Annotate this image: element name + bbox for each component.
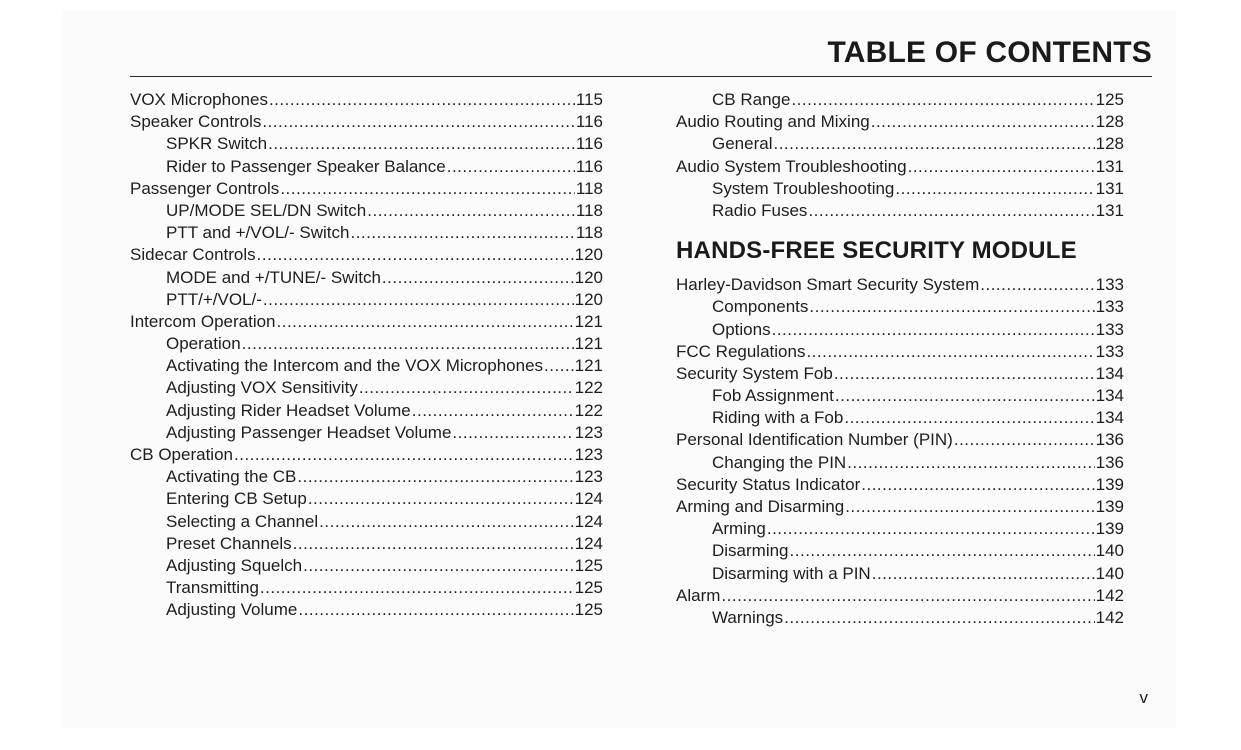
toc-entry-label: Activating the CB <box>166 467 297 487</box>
toc-entry-label: Preset Channels <box>166 533 292 553</box>
toc-entry-label: PTT and +/VOL/- Switch <box>166 223 350 243</box>
toc-entry-label: Alarm <box>676 585 721 605</box>
toc-entry-label: Options <box>712 319 771 339</box>
toc-entry-page-number: 118 <box>575 178 603 198</box>
toc-entry[interactable] <box>676 407 1124 429</box>
toc-entry-label: Adjusting VOX Sensitivity <box>166 378 358 398</box>
dot-leader <box>908 156 1095 178</box>
toc-entry-label: Passenger Controls <box>130 178 280 198</box>
toc-entry-page-number: 123 <box>574 467 603 487</box>
toc-entry-page-number: 142 <box>1095 585 1124 605</box>
dot-leader <box>544 355 574 377</box>
toc-entry[interactable] <box>130 178 603 200</box>
toc-entry-page-number: 124 <box>574 511 603 531</box>
dot-leader <box>980 274 1094 296</box>
section-heading: HANDS-FREE SECURITY MODULE <box>676 237 1077 265</box>
toc-entry-page-number: 139 <box>1095 497 1124 516</box>
toc-entry[interactable] <box>130 222 603 244</box>
toc-entry-label: MODE and +/TUNE/- Switch <box>166 267 381 287</box>
toc-entry-page-number: 134 <box>1095 386 1124 406</box>
toc-entry-page-number: 125 <box>574 578 603 598</box>
toc-entry-label: CB Operation <box>130 445 233 464</box>
toc-entry[interactable] <box>130 333 603 355</box>
toc-entry-page-number: 124 <box>574 489 603 509</box>
toc-entry-page-number: 120 <box>574 289 603 309</box>
dot-leader <box>268 133 575 155</box>
toc-entry-page-number: 142 <box>1095 607 1124 627</box>
title-divider <box>130 76 1152 77</box>
dot-leader <box>412 400 574 422</box>
toc-entry[interactable] <box>130 377 603 399</box>
dot-leader <box>262 111 575 133</box>
toc-entry-label: Harley-Davidson Smart Security System <box>676 275 980 295</box>
dot-leader <box>847 452 1094 474</box>
toc-entry-page-number: 133 <box>1095 275 1124 295</box>
dot-leader <box>872 563 1095 585</box>
toc-entry-page-number: 136 <box>1095 452 1124 472</box>
dot-leader <box>861 474 1094 496</box>
toc-entry-label: Warnings <box>712 607 784 627</box>
toc-entry-page-number: 133 <box>1095 297 1124 317</box>
toc-entry-page-number: 116 <box>575 134 603 154</box>
toc-entry-page-number: 133 <box>1095 319 1124 339</box>
dot-leader <box>767 518 1095 540</box>
toc-entry[interactable] <box>676 540 1124 562</box>
toc-entry[interactable] <box>130 244 603 266</box>
dot-leader <box>773 133 1094 155</box>
toc-entry-label: Personal Identification Number (PIN) <box>676 430 953 450</box>
toc-entry-page-number: 118 <box>575 223 603 243</box>
toc-entry-page-number: 134 <box>1095 408 1124 428</box>
toc-entry-label: Audio System Troubleshooting <box>676 156 907 176</box>
toc-entry[interactable] <box>130 311 603 333</box>
toc-entry[interactable] <box>676 200 1124 222</box>
toc-entry-label: Audio Routing and Mixing <box>676 112 870 132</box>
dot-leader <box>277 311 574 333</box>
toc-entry-label: Security System Fob <box>676 363 833 383</box>
toc-entry-page-number: 115 <box>575 90 603 109</box>
dot-leader <box>303 555 574 577</box>
toc-entry[interactable] <box>130 289 603 311</box>
toc-entry-label: Activating the Intercom and the VOX Microphones <box>166 356 544 376</box>
toc-entry[interactable] <box>676 496 1124 518</box>
toc-entry-label: FCC Regulations <box>676 341 806 361</box>
dot-leader <box>359 377 574 399</box>
toc-entry-label: Radio Fuses <box>712 200 808 220</box>
toc-entry-label: Disarming with a PIN <box>712 563 871 583</box>
toc-entry[interactable] <box>676 133 1124 155</box>
dot-leader <box>790 540 1095 562</box>
toc-entry-label: Security Status Indicator <box>676 474 861 494</box>
toc-entry-label: VOX Microphones <box>130 90 268 109</box>
dot-leader <box>808 200 1094 222</box>
toc-entry-page-number: 120 <box>574 267 603 287</box>
toc-entry[interactable] <box>676 156 1124 178</box>
toc-entry[interactable] <box>676 429 1124 451</box>
toc-entry-page-number: 133 <box>1095 341 1124 361</box>
dot-leader <box>845 496 1094 518</box>
dot-leader <box>772 319 1095 341</box>
toc-entry-label: General <box>712 134 773 154</box>
dot-leader <box>269 89 575 111</box>
toc-entry-label: Sidecar Controls <box>130 245 256 265</box>
toc-entry-label: System Troubleshooting <box>712 178 895 198</box>
toc-entry-label: Adjusting Squelch <box>166 555 303 575</box>
toc-entry-label: Entering CB Setup <box>166 489 307 509</box>
toc-entry-page-number: 125 <box>1095 90 1124 109</box>
dot-leader <box>260 577 574 599</box>
toc-entry-label: Fob Assignment <box>712 386 834 406</box>
toc-entry[interactable] <box>676 518 1124 540</box>
toc-entry[interactable] <box>676 385 1124 407</box>
toc-entry-page-number: 116 <box>575 112 603 132</box>
toc-right-bottom-list <box>676 274 1124 629</box>
toc-entry-page-number: 122 <box>574 400 603 420</box>
toc-entry-label: UP/MODE SEL/DN Switch <box>166 200 367 220</box>
dot-leader <box>806 341 1094 363</box>
dot-leader <box>954 429 1095 451</box>
page-title: TABLE OF CONTENTS <box>827 36 1152 69</box>
toc-entry-page-number: 124 <box>574 533 603 553</box>
toc-entry[interactable] <box>130 511 603 533</box>
toc-entry-label: Arming <box>712 519 766 539</box>
toc-entry-label: Disarming <box>712 541 789 561</box>
toc-entry-label: Selecting a Channel <box>166 511 319 531</box>
dot-leader <box>721 585 1094 607</box>
toc-entry-page-number: 121 <box>574 356 603 376</box>
toc-entry-page-number: 128 <box>1095 112 1124 132</box>
toc-entry[interactable] <box>130 111 603 133</box>
dot-leader <box>809 296 1094 318</box>
toc-entry[interactable] <box>130 466 603 488</box>
toc-entry-page-number: 125 <box>574 600 603 620</box>
toc-entry-label: PTT/+/VOL/- <box>166 289 262 309</box>
toc-entry[interactable] <box>676 89 1124 111</box>
toc-entry[interactable] <box>130 267 603 289</box>
toc-entry-label: Arming and Disarming <box>676 497 845 516</box>
toc-entry-page-number: 140 <box>1095 563 1124 583</box>
toc-entry[interactable] <box>676 452 1124 474</box>
dot-leader <box>280 178 575 200</box>
toc-entry-page-number: 120 <box>574 245 603 265</box>
toc-entry[interactable] <box>130 156 603 178</box>
toc-entry-page-number: 140 <box>1095 541 1124 561</box>
toc-entry[interactable] <box>676 474 1124 496</box>
toc-entry-label: Adjusting Rider Headset Volume <box>166 400 411 420</box>
dot-leader <box>297 466 573 488</box>
toc-entry[interactable] <box>130 200 603 222</box>
toc-entry-page-number: 118 <box>575 200 603 220</box>
toc-entry-label: Transmitting <box>166 578 259 598</box>
toc-entry[interactable] <box>676 585 1124 607</box>
toc-entry-label: Components <box>712 297 809 317</box>
toc-entry[interactable] <box>130 599 603 621</box>
dot-leader <box>784 607 1094 629</box>
dot-leader <box>895 178 1094 200</box>
toc-entry-page-number: 134 <box>1095 363 1124 383</box>
toc-entry-label: Riding with a Fob <box>712 408 844 428</box>
toc-entry[interactable] <box>130 133 603 155</box>
dot-leader <box>791 89 1094 111</box>
toc-right-column <box>676 89 1124 629</box>
dot-leader <box>844 407 1094 429</box>
toc-entry-page-number: 122 <box>574 378 603 398</box>
dot-leader <box>350 222 574 244</box>
toc-entry[interactable] <box>130 422 603 444</box>
toc-entry[interactable] <box>130 355 603 377</box>
toc-entry[interactable] <box>130 89 603 111</box>
toc-entry[interactable] <box>130 577 603 599</box>
toc-entry-label: Intercom Operation <box>130 311 276 331</box>
page-folio: v <box>1139 688 1148 707</box>
toc-entry-page-number: 131 <box>1095 178 1124 198</box>
dot-leader <box>263 289 574 311</box>
dot-leader <box>447 156 575 178</box>
dot-leader <box>382 267 574 289</box>
toc-entry-page-number: 116 <box>575 156 603 176</box>
toc-entry-page-number: 139 <box>1095 474 1124 494</box>
dot-leader <box>234 444 574 466</box>
document-page <box>62 10 1176 728</box>
toc-entry-page-number: 123 <box>574 445 603 464</box>
dot-leader <box>308 488 574 510</box>
toc-entry-label: Adjusting Volume <box>166 600 298 620</box>
dot-leader <box>834 363 1095 385</box>
toc-entry[interactable] <box>130 488 603 510</box>
toc-entry-label: Speaker Controls <box>130 112 262 132</box>
toc-entry-label: SPKR Switch <box>166 134 268 154</box>
toc-entry[interactable] <box>676 607 1124 629</box>
toc-entry-label: Changing the PIN <box>712 452 847 472</box>
toc-entry-label: Operation <box>166 334 241 354</box>
toc-entry-label: Rider to Passenger Speaker Balance <box>166 156 446 176</box>
dot-leader <box>871 111 1095 133</box>
toc-entry-page-number: 121 <box>574 311 603 331</box>
toc-entry-page-number: 125 <box>574 555 603 575</box>
dot-leader <box>367 200 575 222</box>
toc-entry[interactable] <box>676 178 1124 200</box>
toc-entry[interactable] <box>130 533 603 555</box>
toc-entry[interactable] <box>676 341 1124 363</box>
toc-entry[interactable] <box>130 400 603 422</box>
toc-right-top-list <box>676 89 1124 222</box>
dot-leader <box>257 244 574 266</box>
dot-leader <box>242 333 574 355</box>
toc-entry[interactable] <box>130 444 603 466</box>
toc-entry[interactable] <box>676 111 1124 133</box>
toc-entry-label: CB Range <box>712 90 791 109</box>
toc-entry[interactable] <box>676 319 1124 341</box>
toc-entry-page-number: 136 <box>1095 430 1124 450</box>
toc-entry[interactable] <box>676 563 1124 585</box>
toc-entry-page-number: 131 <box>1095 156 1124 176</box>
toc-entry-page-number: 131 <box>1095 200 1124 220</box>
toc-entry-label: Adjusting Passenger Headset Volume <box>166 422 452 442</box>
dot-leader <box>319 511 573 533</box>
toc-entry-page-number: 123 <box>574 422 603 442</box>
dot-leader <box>293 533 574 555</box>
toc-entry-page-number: 128 <box>1095 134 1124 154</box>
toc-left-column <box>130 89 603 622</box>
toc-entry[interactable] <box>130 555 603 577</box>
dot-leader <box>298 599 573 621</box>
toc-entry-page-number: 139 <box>1095 519 1124 539</box>
dot-leader <box>452 422 573 444</box>
toc-entry[interactable] <box>676 363 1124 385</box>
toc-entry[interactable] <box>676 274 1124 296</box>
toc-entry[interactable] <box>676 296 1124 318</box>
toc-entry-page-number: 121 <box>574 334 603 354</box>
dot-leader <box>835 385 1095 407</box>
